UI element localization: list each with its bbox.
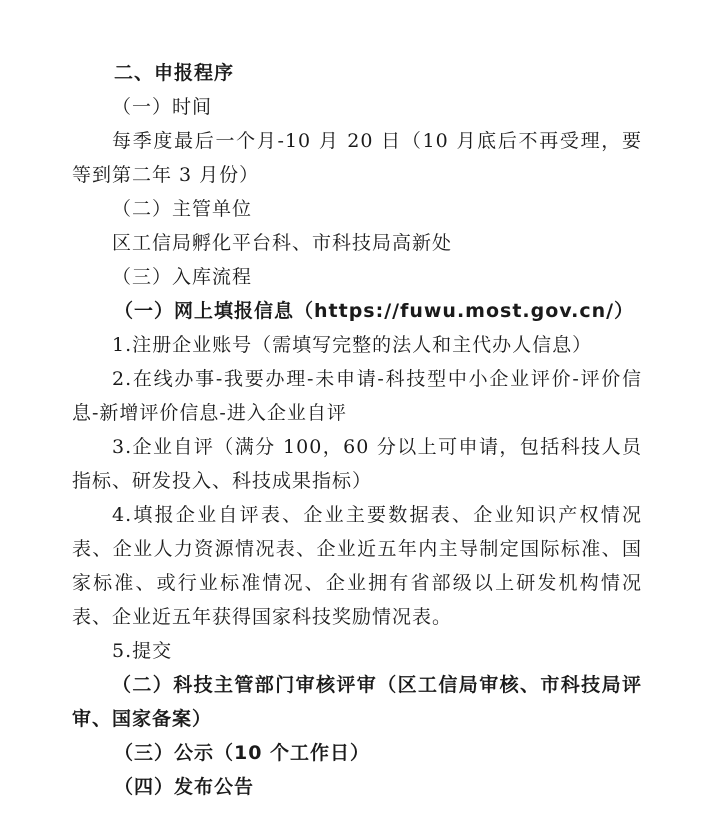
document-page — [72, 56, 642, 804]
step-5: 5.提交 — [112, 640, 173, 662]
announce-heading: （四）发布公告 — [114, 776, 255, 798]
flow-heading: （三）入库流程 — [112, 266, 253, 288]
dept-text: 区工信局孵化平台科、市科技局高新处 — [112, 232, 453, 254]
step-4: 4.填报企业自评表、企业主要数据表、企业知识产权情况表、企业人力资源情况表、企业近五年内主导制定国际标准、国家标准、或行业标准情况、企业拥有省部级以上研发机构情况表、企业近五年获得国家科技奖励情况表。 — [72, 504, 642, 628]
review-heading: （二）科技主管部门审核评审（区工信局审核、市科技局评审、国家备案） — [72, 674, 642, 730]
step-3: 3.企业自评（满分 100，60 分以上可申请，包括科技人员指标、研发投入、科技成果指标） — [72, 436, 642, 492]
time-heading: （一）时间 — [112, 96, 213, 118]
dept-heading: （二）主管单位 — [112, 198, 253, 220]
step-2: 2.在线办事-我要办理-未申请-科技型中小企业评价-评价信息-新增评价信息-进入企业自评 — [72, 368, 642, 424]
online-heading: （一）网上填报信息（https://fuwu.most.gov.cn/） — [114, 300, 635, 322]
time-text: 每季度最后一个月-10 月 20 日（10 月底后不再受理，要等到第二年 3 月份） — [72, 130, 642, 186]
public-heading: （三）公示（10 个工作日） — [114, 742, 371, 764]
step-1: 1.注册企业账号（需填写完整的法人和主代办人信息） — [112, 334, 593, 356]
section-title: 二、申报程序 — [114, 62, 235, 84]
